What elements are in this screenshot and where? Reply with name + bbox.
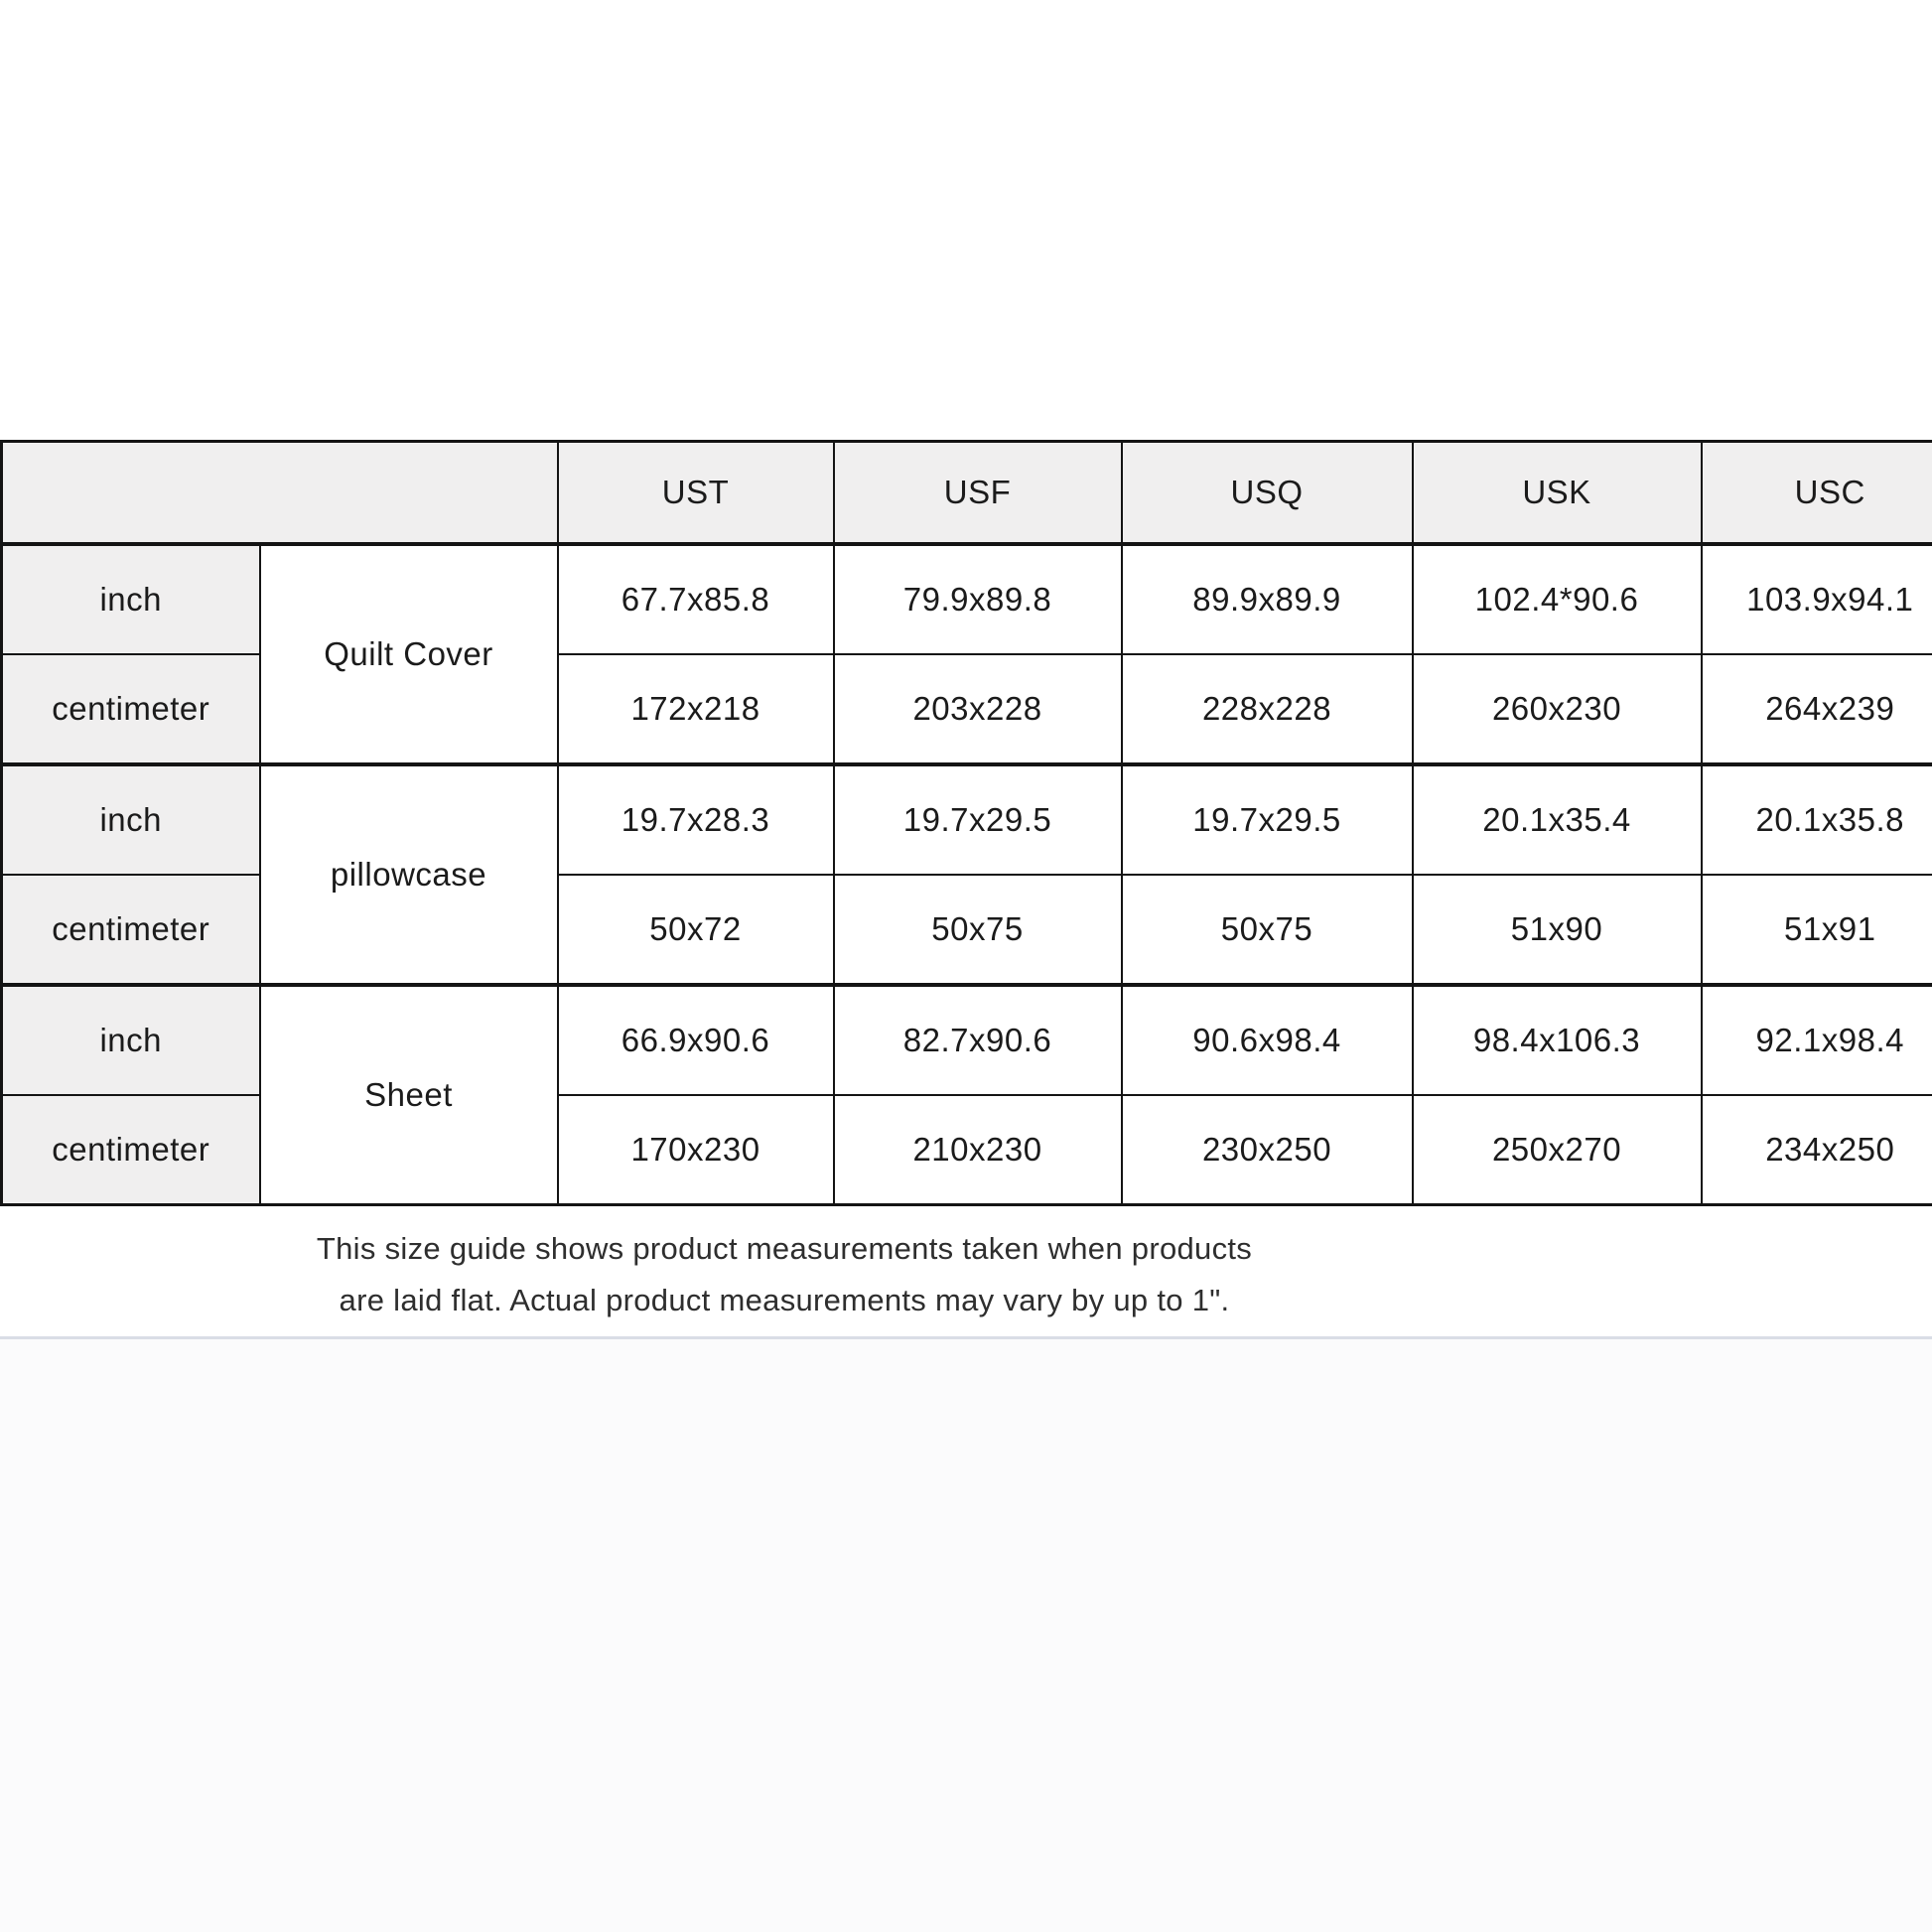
size-value: 50x75: [1122, 875, 1413, 985]
size-value: 90.6x98.4: [1122, 985, 1413, 1095]
size-value: 51x91: [1702, 875, 1932, 985]
size-value: 264x239: [1702, 654, 1932, 764]
size-guide-note-line1: This size guide shows product measurements taken when products: [316, 1231, 1253, 1266]
product-name-pillowcase: pillowcase: [260, 764, 558, 985]
size-value: 234x250: [1702, 1095, 1932, 1205]
table-header-row: [2, 442, 1932, 545]
size-value: 102.4*90.6: [1413, 544, 1702, 654]
size-value: 82.7x90.6: [834, 985, 1122, 1095]
unit-label: inch: [2, 544, 260, 654]
size-value: 20.1x35.8: [1702, 764, 1932, 875]
size-value: 51x90: [1413, 875, 1702, 985]
size-value: 92.1x98.4: [1702, 985, 1932, 1095]
unit-label: centimeter: [2, 654, 260, 764]
size-guide-table: [0, 440, 1932, 1206]
unit-label: inch: [2, 764, 260, 875]
size-value: 50x72: [558, 875, 834, 985]
size-value: 210x230: [834, 1095, 1122, 1205]
size-value: 67.7x85.8: [558, 544, 834, 654]
size-value: 250x270: [1413, 1095, 1702, 1205]
size-value: 66.9x90.6: [558, 985, 834, 1095]
size-value: 79.9x89.8: [834, 544, 1122, 654]
size-value: 98.4x106.3: [1413, 985, 1702, 1095]
col-header-usq: USQ: [1122, 442, 1413, 545]
unit-label: centimeter: [2, 1095, 260, 1205]
size-value: 50x75: [834, 875, 1122, 985]
bottom-blank-area: [0, 1339, 1932, 1932]
size-value: 19.7x29.5: [1122, 764, 1413, 875]
size-value: 230x250: [1122, 1095, 1413, 1205]
col-header-ust: UST: [558, 442, 834, 545]
col-header-usk: USK: [1413, 442, 1702, 545]
quilt-cover-inch-row: [2, 544, 1932, 654]
size-guide-table-wrap: [0, 440, 1932, 1206]
size-value: 103.9x94.1: [1702, 544, 1932, 654]
unit-label: centimeter: [2, 875, 260, 985]
size-value: 203x228: [834, 654, 1122, 764]
size-value: 19.7x29.5: [834, 764, 1122, 875]
size-value: 172x218: [558, 654, 834, 764]
product-name-sheet: Sheet: [260, 985, 558, 1205]
unit-label: inch: [2, 985, 260, 1095]
size-value: 228x228: [1122, 654, 1413, 764]
col-header-usf: USF: [834, 442, 1122, 545]
pillowcase-inch-row: [2, 764, 1932, 875]
col-header-usc: USC: [1702, 442, 1932, 545]
size-value: 20.1x35.4: [1413, 764, 1702, 875]
size-value: 260x230: [1413, 654, 1702, 764]
size-value: 19.7x28.3: [558, 764, 834, 875]
corner-cell: [2, 442, 558, 545]
sheet-inch-row: [2, 985, 1932, 1095]
size-guide-note: [0, 1223, 1569, 1326]
product-name-quilt-cover: Quilt Cover: [260, 544, 558, 764]
size-value: 89.9x89.9: [1122, 544, 1413, 654]
size-value: 170x230: [558, 1095, 834, 1205]
size-guide-note-line2: are laid flat. Actual product measurements may vary by up to 1".: [339, 1283, 1230, 1317]
